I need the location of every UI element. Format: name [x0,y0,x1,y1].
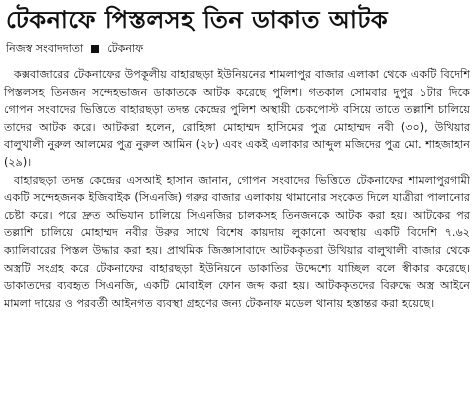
byline [6,40,143,58]
byline-location: টেকনাফ [107,42,144,55]
article-paragraph: কক্সবাজারের টেকনাফের উপকূলীয় বাহারছড়া ইউনিয়নের শামলাপুর বাজার এলাকা থেকে একটি বিদেশি পিস্তলসহ তিনজন সন্দেহভাজন ডাকাতকে আটক করেছে পুলিশ। গতকাল সোমবার দুপুর ১টার দিকে গোপন সংবাদের ভিত্তিতে বাহারছড়া তদন্ত কেন্দ্রের পুলিশ অস্থায়ী চেকপোস্ট বসিয়ে তাতে তল্লাশি চালিয়ে তাদের আটক করে। আটকরা হলেন, রোহিঙ্গা মোহাম্মদ হাসিমের পুত্র মোহাম্মদ নবী (৩০), উখিয়ার বালুখালী নুরুল আলমের পুত্র নুরুল আমিন (২৮) এবং একই এলাকার আব্দুল মজিদের পুত্র মো. শাহজাহান (২৯)। [4,68,470,169]
headline: টেকনাফে পিস্তলসহ তিন ডাকাত আটক [6,6,389,34]
article-paragraph: বাহারছড়া তদন্ত কেন্দ্রের এসআই হাসান জানান, গোপন সংবাদের ভিত্তিতে টেকনাফের শামলাপুরগামী একটি সন্দেহজনক ইজিবাইক (সিএনজি) গরুর বাজার এলাকায় থামানোর সংকেত দিলে যাত্রীরা পালানোর চেষ্টা করে। পরে দ্রুত অভিযান চালিয়ে সিএনজির চালকসহ তিনজনকে আটক করা হয়। আটকের পর তল্লাশি চালিয়ে মোহাম্মদ নবীর উরুর সাথে বিশেষ কায়দায় লুকানো অবস্থায় একটি বিদেশি ৭.৬২ ক্যালিবারের পিস্তল উদ্ধার করা হয়। প্রাথমিক জিজ্ঞাসাবাদে আটককৃতরা উখিয়ার বালুখালী বাজার থেকে অস্ত্রটি সংগ্রহ করে টেকনাফের বাহারছড়া ইউনিয়নে ডাকাতির উদ্দেশ্যে যাচ্ছিল বলে স্বীকার করেছে। ডাকাতদের ব্যবহৃত সিএনজি, একটি মোবাইল ফোন জব্দ করা হয়। আটককৃতদের বিরুদ্ধে অস্ত্র আইনে মামলা দায়ের ও পরবর্তী আইনগত ব্যবস্থা গ্রহণের জন্য টেকনাফ মডেল থানায় হস্তান্তর করা হয়েছে। [4,173,470,310]
article-body [4,66,470,312]
byline-separator-square [91,45,99,53]
byline-reporter: নিজস্ব সংবাদদাতা [6,42,84,55]
